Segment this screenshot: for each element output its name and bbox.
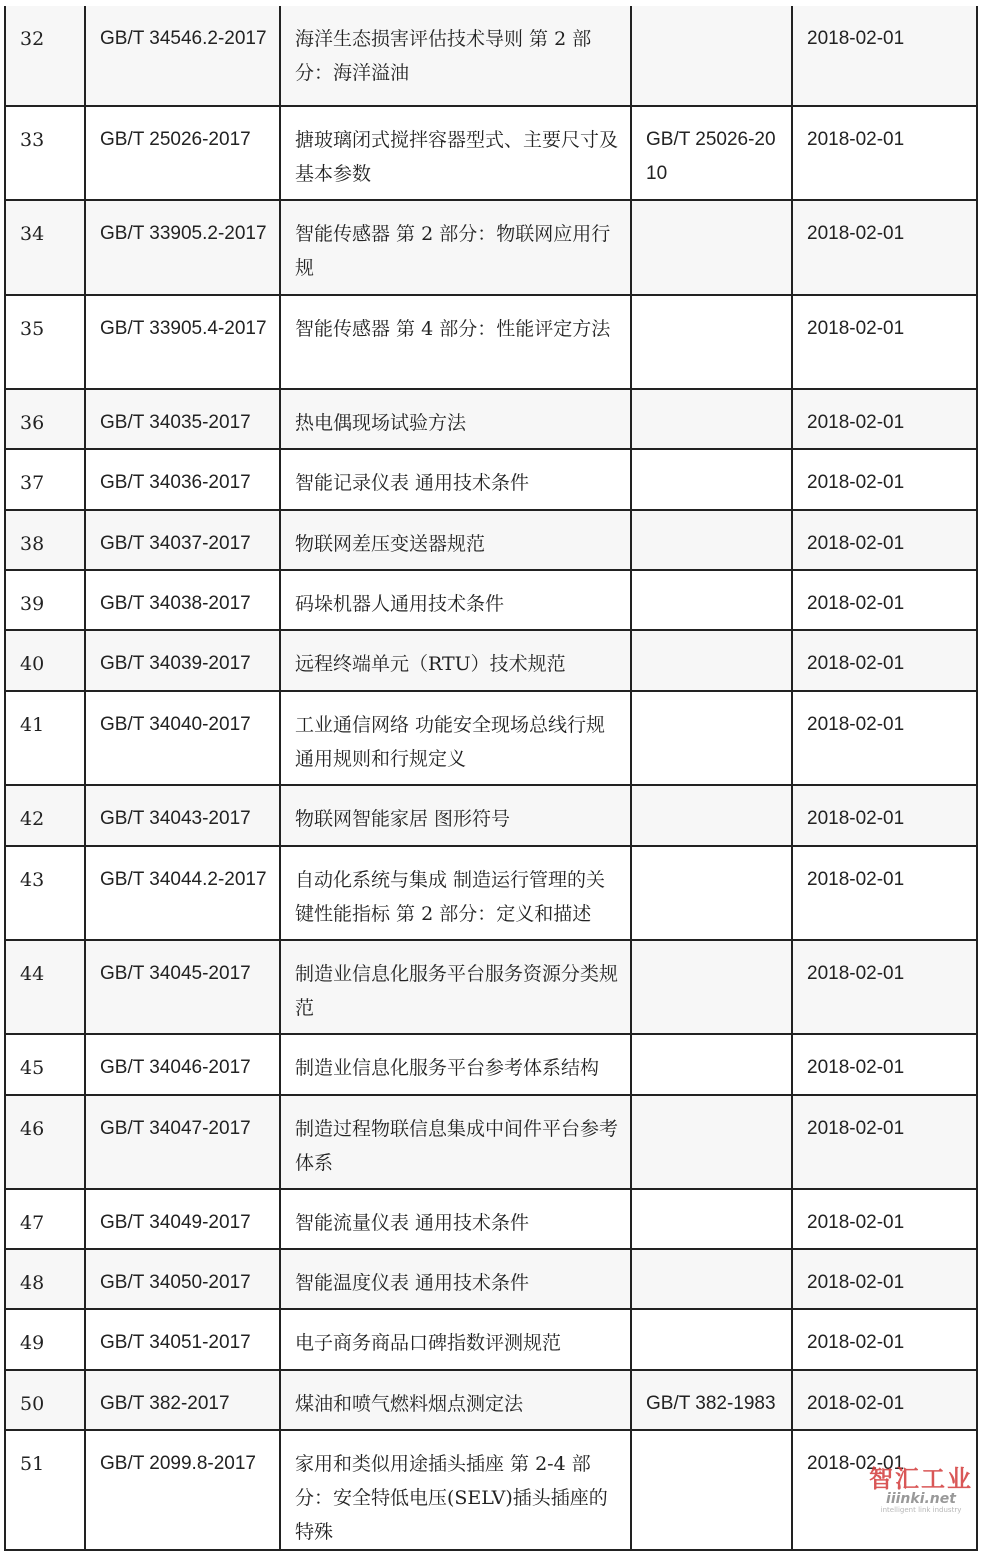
cell-standard-name — [280, 940, 631, 1034]
cell-effective-date: 2018-02-01 — [792, 1309, 977, 1370]
cell-number: 47 — [5, 1189, 85, 1249]
cell-number: 41 — [5, 691, 85, 785]
watermark-logo — [869, 1466, 973, 1514]
cell-standard-code: GB/T 34049-2017 — [85, 1189, 280, 1249]
cell-number: 40 — [5, 630, 85, 691]
cell-replaces — [631, 630, 792, 691]
standard-name-link[interactable]: 物联网智能家居 图形符号 — [295, 808, 511, 830]
cell-standard-name — [280, 389, 631, 449]
cell-standard-name — [280, 1034, 631, 1095]
cell-standard-name — [280, 1370, 631, 1430]
cell-effective-date: 2018-02-01 — [792, 510, 977, 570]
cell-standard-name — [280, 1249, 631, 1309]
cell-effective-date: 2018-02-01 — [792, 200, 977, 295]
cell-standard-name — [280, 785, 631, 846]
cell-effective-date: 2018-02-01 — [792, 1095, 977, 1189]
cell-replaces — [631, 1034, 792, 1095]
standard-name-link[interactable]: 热电偶现场试验方法 — [295, 412, 467, 434]
cell-replaces — [631, 295, 792, 389]
cell-number: 35 — [5, 295, 85, 389]
cell-replaces: GB/T 25026-2010 — [631, 106, 792, 200]
standard-name-link[interactable]: 制造业信息化服务平台服务资源分类规范 — [295, 963, 619, 1019]
cell-standard-code: GB/T 34051-2017 — [85, 1309, 280, 1370]
cell-effective-date: 2018-02-01 — [792, 449, 977, 510]
standard-name-link[interactable]: 智能传感器 第 2 部分：物联网应用行规 — [295, 223, 611, 279]
cell-standard-code: GB/T 2099.8-2017 — [85, 1430, 280, 1550]
cell-effective-date: 2018-02-01 — [792, 630, 977, 691]
cell-effective-date: 2018-02-01 — [792, 1034, 977, 1095]
table-row — [5, 785, 977, 846]
table-body — [5, 6, 977, 1550]
cell-replaces — [631, 200, 792, 295]
standard-name-link[interactable]: 搪玻璃闭式搅拌容器型式、主要尺寸及基本参数 — [295, 129, 619, 185]
cell-standard-name — [280, 570, 631, 630]
cell-effective-date: 2018-02-01 — [792, 1249, 977, 1309]
cell-replaces — [631, 691, 792, 785]
cell-effective-date: 2018-02-01 — [792, 1189, 977, 1249]
cell-replaces — [631, 389, 792, 449]
standard-name-link[interactable]: 煤油和喷气燃料烟点测定法 — [295, 1393, 524, 1415]
standard-name-link[interactable]: 物联网差压变送器规范 — [295, 533, 486, 555]
cell-number: 51 — [5, 1430, 85, 1550]
table-row — [5, 846, 977, 940]
cell-standard-name — [280, 1095, 631, 1189]
cell-replaces — [631, 510, 792, 570]
cell-standard-name — [280, 691, 631, 785]
cell-standard-code: GB/T 34043-2017 — [85, 785, 280, 846]
cell-replaces — [631, 1430, 792, 1550]
cell-standard-name — [280, 1189, 631, 1249]
cell-number: 36 — [5, 389, 85, 449]
cell-effective-date: 2018-02-01 — [792, 785, 977, 846]
cell-standard-name — [280, 1309, 631, 1370]
standard-name-link[interactable]: 智能温度仪表 通用技术条件 — [295, 1272, 530, 1294]
cell-standard-code: GB/T 34035-2017 — [85, 389, 280, 449]
cell-replaces — [631, 6, 792, 106]
cell-effective-date: 2018-02-01 — [792, 106, 977, 200]
cell-standard-code: GB/T 33905.2-2017 — [85, 200, 280, 295]
cell-number: 37 — [5, 449, 85, 510]
cell-effective-date: 2018-02-01 — [792, 570, 977, 630]
cell-standard-code: GB/T 34044.2-2017 — [85, 846, 280, 940]
table-row — [5, 1249, 977, 1309]
cell-replaces — [631, 449, 792, 510]
cell-effective-date: 2018-02-01 — [792, 6, 977, 106]
cell-standard-name — [280, 200, 631, 295]
cell-standard-name — [280, 1430, 631, 1550]
cell-number: 46 — [5, 1095, 85, 1189]
table-row — [5, 295, 977, 389]
cell-effective-date: 2018-02-01 — [792, 295, 977, 389]
cell-effective-date: 2018-02-01 — [792, 1370, 977, 1430]
standard-name-link[interactable]: 电子商务商品口碑指数评测规范 — [295, 1332, 562, 1354]
standard-name-link[interactable]: 工业通信网络 功能安全现场总线行规 通用规则和行规定义 — [295, 714, 606, 770]
table-row — [5, 1370, 977, 1430]
watermark-subtitle: intelligent link industry — [880, 1506, 962, 1514]
cell-replaces — [631, 785, 792, 846]
table-row — [5, 1189, 977, 1249]
standard-name-link[interactable]: 家用和类似用途插头插座 第 2-4 部分：安全特低电压(SELV)插头插座的特殊 — [295, 1453, 608, 1543]
cell-standard-code: GB/T 34037-2017 — [85, 510, 280, 570]
standards-table — [4, 6, 978, 1551]
watermark-url: iiinki.net — [886, 1491, 956, 1507]
standard-name-link[interactable]: 自动化系统与集成 制造运行管理的关键性能指标 第 2 部分：定义和描述 — [295, 869, 606, 925]
table-row — [5, 630, 977, 691]
cell-replaces — [631, 940, 792, 1034]
cell-standard-name — [280, 510, 631, 570]
table-row — [5, 449, 977, 510]
cell-replaces — [631, 846, 792, 940]
cell-number: 45 — [5, 1034, 85, 1095]
cell-standard-name — [280, 630, 631, 691]
watermark-title: 智汇工业 — [869, 1465, 973, 1493]
table-row — [5, 6, 977, 106]
cell-standard-code: GB/T 382-2017 — [85, 1370, 280, 1430]
cell-standard-code: GB/T 34039-2017 — [85, 630, 280, 691]
table-row — [5, 1309, 977, 1370]
cell-standard-name — [280, 295, 631, 389]
cell-effective-date: 2018-02-01 — [792, 389, 977, 449]
cell-number: 43 — [5, 846, 85, 940]
table-row — [5, 940, 977, 1034]
cell-standard-code: GB/T 34038-2017 — [85, 570, 280, 630]
standard-name-link[interactable]: 智能传感器 第 4 部分：性能评定方法 — [295, 318, 611, 340]
cell-standard-code: GB/T 34546.2-2017 — [85, 6, 280, 106]
cell-number: 38 — [5, 510, 85, 570]
table-row — [5, 389, 977, 449]
cell-standard-code: GB/T 34046-2017 — [85, 1034, 280, 1095]
table-row — [5, 1095, 977, 1189]
cell-standard-name — [280, 6, 631, 106]
cell-replaces — [631, 570, 792, 630]
cell-standard-code: GB/T 33905.4-2017 — [85, 295, 280, 389]
cell-number: 49 — [5, 1309, 85, 1370]
standard-name-link[interactable]: 制造过程物联信息集成中间件平台参考体系 — [295, 1118, 619, 1174]
cell-standard-code: GB/T 34045-2017 — [85, 940, 280, 1034]
cell-replaces — [631, 1095, 792, 1189]
cell-number: 44 — [5, 940, 85, 1034]
standard-name-link[interactable]: 远程终端单元（RTU）技术规范 — [295, 653, 566, 675]
cell-replaces — [631, 1189, 792, 1249]
standard-name-link[interactable]: 制造业信息化服务平台参考体系结构 — [295, 1057, 600, 1079]
cell-effective-date: 2018-02-01 — [792, 1430, 977, 1550]
cell-replaces — [631, 1309, 792, 1370]
table-row — [5, 691, 977, 785]
cell-number: 33 — [5, 106, 85, 200]
cell-standard-code: GB/T 34050-2017 — [85, 1249, 280, 1309]
cell-effective-date: 2018-02-01 — [792, 846, 977, 940]
cell-standard-code: GB/T 34040-2017 — [85, 691, 280, 785]
cell-effective-date: 2018-02-01 — [792, 691, 977, 785]
table-row — [5, 570, 977, 630]
standard-name-link[interactable]: 码垛机器人通用技术条件 — [295, 593, 505, 615]
table-row — [5, 106, 977, 200]
table-row — [5, 200, 977, 295]
cell-number: 50 — [5, 1370, 85, 1430]
cell-replaces: GB/T 382-1983 — [631, 1370, 792, 1430]
cell-standard-name — [280, 846, 631, 940]
standard-name-link[interactable]: 海洋生态损害评估技术导则 第 2 部分：海洋溢油 — [295, 28, 592, 84]
cell-number: 34 — [5, 200, 85, 295]
cell-number: 42 — [5, 785, 85, 846]
table-row — [5, 510, 977, 570]
cell-standard-code: GB/T 25026-2017 — [85, 106, 280, 200]
table-row — [5, 1034, 977, 1095]
cell-number: 32 — [5, 6, 85, 106]
cell-standard-name — [280, 449, 631, 510]
cell-number: 48 — [5, 1249, 85, 1309]
table-row — [5, 1430, 977, 1550]
standard-name-link[interactable]: 智能流量仪表 通用技术条件 — [295, 1212, 530, 1234]
standard-name-link[interactable]: 智能记录仪表 通用技术条件 — [295, 472, 530, 494]
cell-standard-name — [280, 106, 631, 200]
cell-effective-date: 2018-02-01 — [792, 940, 977, 1034]
cell-standard-code: GB/T 34036-2017 — [85, 449, 280, 510]
cell-replaces — [631, 1249, 792, 1309]
cell-number: 39 — [5, 570, 85, 630]
cell-standard-code: GB/T 34047-2017 — [85, 1095, 280, 1189]
